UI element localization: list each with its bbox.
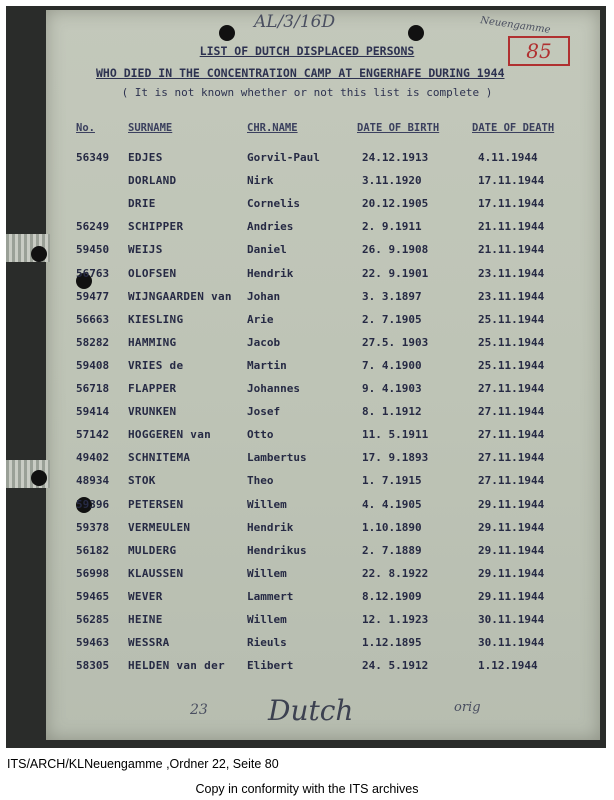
cell-surname: WEVER: [128, 590, 163, 603]
cell-surname: HEINE: [128, 613, 163, 626]
cell-date-of-death: 27.11.1944: [478, 474, 545, 487]
cell-date-of-death: 25.11.1944: [478, 359, 545, 372]
cell-date-of-birth: 26. 9.1908: [362, 243, 429, 256]
cell-christian-name: Johan: [247, 290, 281, 303]
cell-date-of-birth: 2. 9.1911: [362, 220, 422, 233]
cell-date-of-birth: 4. 4.1905: [362, 498, 422, 511]
table-row: [0, 336, 614, 356]
cell-date-of-birth: 27.5. 1903: [362, 336, 429, 349]
table-row: [0, 544, 614, 564]
table-row: [0, 498, 614, 518]
cell-surname: SCHIPPER: [128, 220, 184, 233]
title-line-1: LIST OF DUTCH DISPLACED PERSONS: [199, 44, 415, 58]
cell-surname: HELDEN van der: [128, 659, 225, 672]
cell-christian-name: Willem: [247, 613, 287, 626]
cell-number: 49402: [76, 451, 110, 464]
table-row: [0, 220, 614, 240]
cell-number: 57142: [76, 428, 110, 441]
cell-surname: EDJES: [128, 151, 163, 164]
table-row: [0, 590, 614, 610]
table-row: [0, 636, 614, 656]
cell-date-of-birth: 1.10.1890: [362, 521, 422, 534]
cell-christian-name: Josef: [247, 405, 281, 418]
cell-date-of-birth: 1. 7.1915: [362, 474, 422, 487]
cell-date-of-birth: 2. 7.1905: [362, 313, 422, 326]
cell-date-of-death: 27.11.1944: [478, 428, 545, 441]
cell-surname: WESSRA: [128, 636, 170, 649]
cell-surname: OLOFSEN: [128, 267, 177, 280]
cell-surname: FLAPPER: [128, 382, 177, 395]
cell-christian-name: Rieuls: [247, 636, 287, 649]
cell-christian-name: Daniel: [247, 243, 287, 256]
cell-number: 56249: [76, 220, 110, 233]
cell-date-of-death: 17.11.1944: [478, 197, 545, 210]
cell-date-of-birth: 11. 5.1911: [362, 428, 429, 441]
cell-christian-name: Andries: [247, 220, 294, 233]
cell-christian-name: Hendrik: [247, 521, 294, 534]
table-row: [0, 567, 614, 587]
cell-date-of-death: 21.11.1944: [478, 220, 545, 233]
cell-surname: PETERSEN: [128, 498, 184, 511]
cell-surname: HOGGEREN van: [128, 428, 212, 441]
cell-christian-name: Nirk: [247, 174, 274, 187]
cell-date-of-death: 27.11.1944: [478, 405, 545, 418]
table-row: [0, 521, 614, 541]
corner-note: Neuengamme: [479, 15, 552, 36]
cell-date-of-death: 27.11.1944: [478, 382, 545, 395]
cell-date-of-death: 29.11.1944: [478, 498, 545, 511]
cell-surname: WIJNGAARDEN van: [128, 290, 232, 303]
page-stamp: 85: [508, 36, 570, 66]
cell-date-of-birth: 9. 4.1903: [362, 382, 422, 395]
cell-date-of-death: 23.11.1944: [478, 290, 545, 303]
header-date-of-birth: DATE OF BIRTH: [357, 122, 440, 134]
cell-christian-name: Cornelis: [247, 197, 300, 210]
cell-surname: KLAUSSEN: [128, 567, 184, 580]
cell-date-of-death: 27.11.1944: [478, 451, 545, 464]
cell-date-of-birth: 2. 7.1889: [362, 544, 422, 557]
cell-christian-name: Hendrik: [247, 267, 294, 280]
table-row: [0, 405, 614, 425]
cell-number: 59465: [76, 590, 110, 603]
cell-christian-name: Willem: [247, 498, 287, 511]
cell-date-of-death: 30.11.1944: [478, 636, 545, 649]
cell-surname: DRIE: [128, 197, 156, 210]
cell-number: 56182: [76, 544, 110, 557]
signature-note: Dutch: [268, 694, 354, 727]
header-surname: SURNAME: [128, 122, 173, 134]
cell-number: 59378: [76, 521, 110, 534]
cell-date-of-death: 29.11.1944: [478, 521, 545, 534]
cell-christian-name: Lammert: [247, 590, 294, 603]
table-row: [0, 359, 614, 379]
cell-surname: DORLAND: [128, 174, 177, 187]
punch-hole: [408, 25, 424, 41]
cell-date-of-birth: 22. 8.1922: [362, 567, 429, 580]
table-row: [0, 174, 614, 194]
title-line-2: WHO DIED IN THE CONCENTRATION CAMP AT ENGERHAFE DURING 1944: [96, 66, 505, 80]
cell-date-of-death: 4.11.1944: [478, 151, 538, 164]
cell-date-of-death: 23.11.1944: [478, 267, 545, 280]
file-reference: AL/3/16D: [254, 12, 336, 32]
header-chr-name: CHR.NAME: [247, 122, 298, 134]
cell-date-of-death: 29.11.1944: [478, 544, 545, 557]
cell-surname: VERMEULEN: [128, 521, 191, 534]
cell-number: 59414: [76, 405, 110, 418]
cell-christian-name: Gorvil-Paul: [247, 151, 320, 164]
cell-date-of-death: 21.11.1944: [478, 243, 545, 256]
cell-christian-name: Willem: [247, 567, 287, 580]
cell-surname: HAMMING: [128, 336, 177, 349]
cell-date-of-birth: 8.12.1909: [362, 590, 422, 603]
table-row: [0, 474, 614, 494]
cell-surname: VRIES de: [128, 359, 184, 372]
punch-hole: [219, 25, 235, 41]
cell-number: 58282: [76, 336, 110, 349]
cell-number: 56349: [76, 151, 110, 164]
table-row: [0, 243, 614, 263]
cell-date-of-birth: 20.12.1905: [362, 197, 429, 210]
cell-number: 59408: [76, 359, 110, 372]
conformity-note: Copy in conformity with the ITS archives: [195, 782, 419, 796]
table-row: [0, 451, 614, 471]
cell-number: 48934: [76, 474, 110, 487]
cell-christian-name: Lambertus: [247, 451, 307, 464]
cell-number: 56285: [76, 613, 110, 626]
table-row: [0, 659, 614, 679]
cell-date-of-birth: 1.12.1895: [362, 636, 422, 649]
cell-surname: WEIJS: [128, 243, 163, 256]
cell-date-of-death: 30.11.1944: [478, 613, 545, 626]
table-row: [0, 613, 614, 633]
cell-number: 56763: [76, 267, 110, 280]
header-date-of-death: DATE OF DEATH: [472, 122, 555, 134]
cell-surname: STOK: [128, 474, 156, 487]
cell-christian-name: Jacob: [247, 336, 281, 349]
cell-number: 56718: [76, 382, 110, 395]
table-row: [0, 267, 614, 287]
cell-christian-name: Arie: [247, 313, 274, 326]
table-row: [0, 290, 614, 310]
title-line-3: ( It is not known whether or not this list is complete ): [121, 86, 493, 99]
cell-date-of-death: 1.12.1944: [478, 659, 538, 672]
cell-christian-name: Hendrikus: [247, 544, 307, 557]
cell-date-of-birth: 17. 9.1893: [362, 451, 429, 464]
cell-date-of-birth: 3.11.1920: [362, 174, 422, 187]
note-bottom-left: 23: [190, 702, 208, 718]
archive-reference: ITS/ARCH/KLNeuengamme ,Ordner 22, Seite 80: [7, 757, 279, 771]
note-bottom-right: orig: [454, 700, 481, 715]
cell-surname: MULDERG: [128, 544, 177, 557]
cell-number: 56998: [76, 567, 110, 580]
table-row: [0, 382, 614, 402]
table-row: [0, 428, 614, 448]
cell-christian-name: Otto: [247, 428, 274, 441]
cell-surname: KIESLING: [128, 313, 184, 326]
cell-number: 59463: [76, 636, 110, 649]
cell-christian-name: Martin: [247, 359, 287, 372]
table-row: [0, 197, 614, 217]
cell-christian-name: Johannes: [247, 382, 300, 395]
cell-date-of-birth: 22. 9.1901: [362, 267, 429, 280]
cell-number: 59450: [76, 243, 110, 256]
cell-number: 58305: [76, 659, 110, 672]
cell-date-of-birth: 7. 4.1900: [362, 359, 422, 372]
cell-date-of-birth: 24.12.1913: [362, 151, 429, 164]
cell-surname: VRUNKEN: [128, 405, 177, 418]
cell-date-of-birth: 3. 3.1897: [362, 290, 422, 303]
table-row: [0, 151, 614, 171]
cell-christian-name: Elibert: [247, 659, 294, 672]
cell-date-of-death: 29.11.1944: [478, 567, 545, 580]
cell-date-of-death: 17.11.1944: [478, 174, 545, 187]
cell-date-of-death: 25.11.1944: [478, 336, 545, 349]
cell-christian-name: Theo: [247, 474, 274, 487]
cell-date-of-death: 29.11.1944: [478, 590, 545, 603]
cell-date-of-birth: 8. 1.1912: [362, 405, 422, 418]
cell-surname: SCHNITEMA: [128, 451, 191, 464]
cell-number: 59477: [76, 290, 110, 303]
cell-number: 56663: [76, 313, 110, 326]
cell-number: 59396: [76, 498, 110, 511]
cell-date-of-birth: 12. 1.1923: [362, 613, 429, 626]
cell-date-of-birth: 24. 5.1912: [362, 659, 429, 672]
cell-date-of-death: 25.11.1944: [478, 313, 545, 326]
header-no: No.: [76, 122, 95, 134]
table-row: [0, 313, 614, 333]
